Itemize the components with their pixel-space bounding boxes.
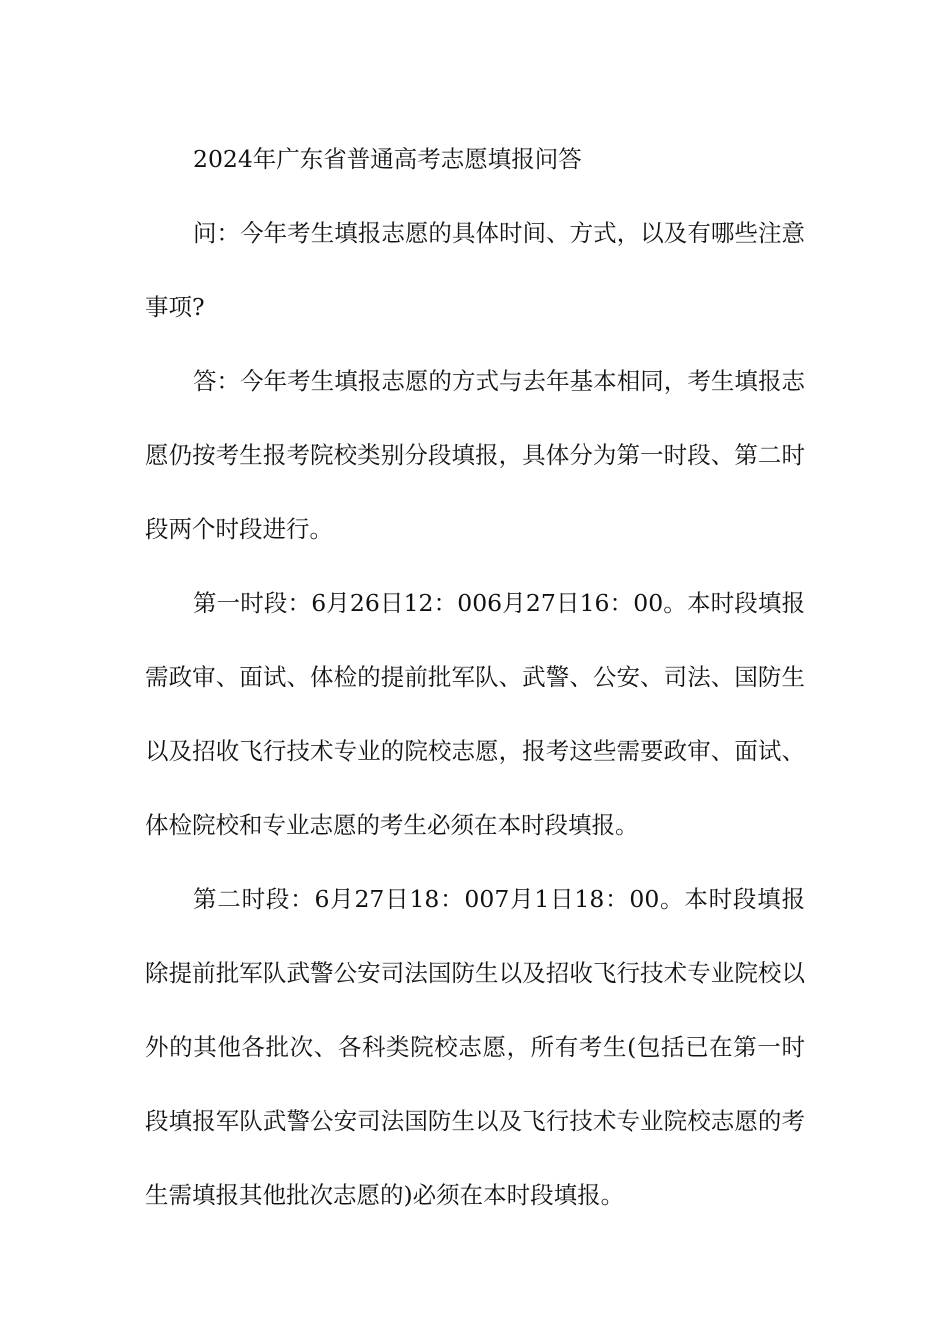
paragraph-first-period: 第一时段：6月26日12：006月27日16：00。本时段填报需政审、面试、体检的提前批军队、武警、公安、司法、国防生以及招收飞行技术专业的院校志愿，报考这些需要政审、面试、体检院校和专业志愿的考生必须在本时段填报。: [145, 589, 805, 839]
document-body: [145, 122, 805, 1232]
document-title: 2024年广东省普通高考志愿填报问答: [193, 145, 582, 173]
paragraph-second-period: 第二时段：6月27日18：007月1日18：00。本时段填报除提前批军队武警公安司法国防生以及招收飞行技术专业院校以外的其他各批次、各科类院校志愿，所有考生(包括已在第一时段填报军队武警公安司法国防生以及飞行技术专业院校志愿的考生需填报其他批次志愿的)必须在本时段填报。: [145, 885, 805, 1209]
paragraph-question: 问：今年考生填报志愿的具体时间、方式，以及有哪些注意事项?: [145, 219, 805, 321]
paragraph-answer: 答：今年考生填报志愿的方式与去年基本相同，考生填报志愿仍按考生报考院校类别分段填报，具体分为第一时段、第二时段两个时段进行。: [145, 367, 805, 543]
